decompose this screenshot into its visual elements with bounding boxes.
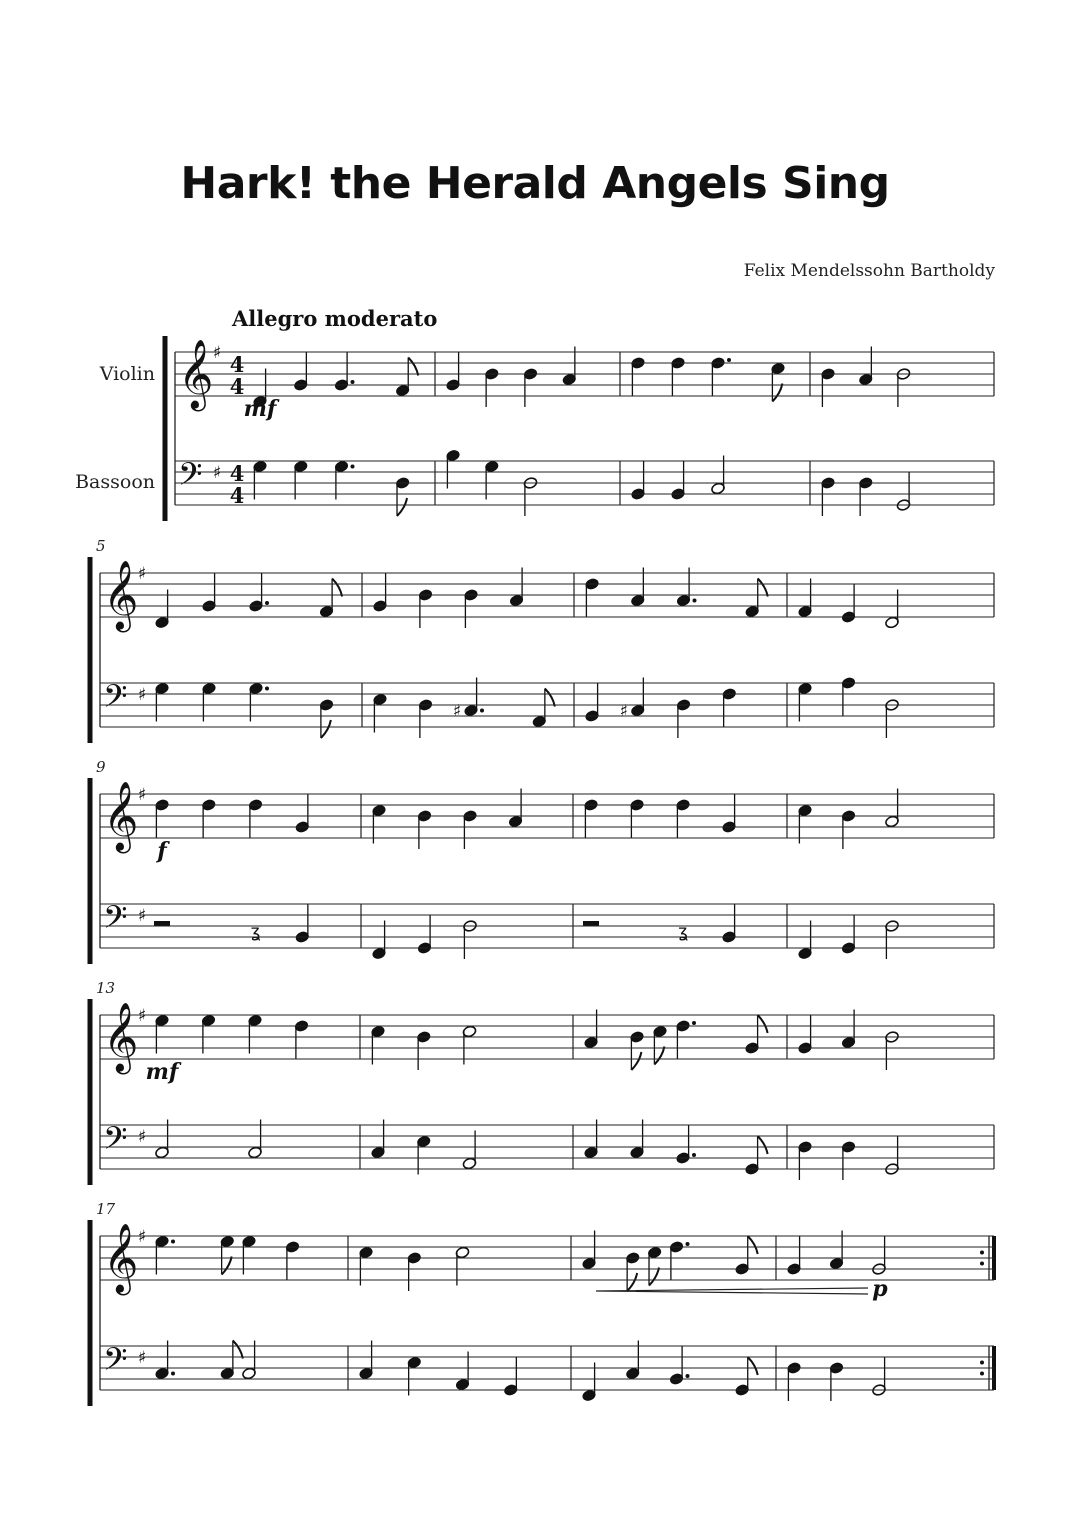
bass-clef-icon: 𝄢 bbox=[103, 1341, 128, 1385]
system-1 bbox=[165, 336, 994, 521]
treble-clef-icon: 𝄞 bbox=[178, 339, 214, 409]
note-flag bbox=[627, 1273, 637, 1291]
dot bbox=[686, 1374, 690, 1378]
dot bbox=[351, 465, 355, 469]
note-flag bbox=[772, 384, 782, 402]
dot bbox=[692, 1153, 696, 1157]
key-sharp: ♯ bbox=[137, 906, 147, 926]
note-flag bbox=[397, 498, 407, 516]
treble-clef-icon: 𝄞 bbox=[103, 1002, 139, 1072]
note-flag bbox=[748, 1236, 758, 1254]
dynamic-marking: f bbox=[157, 838, 167, 864]
instrument-label-violin: Violin bbox=[99, 363, 155, 385]
key-sharp: ♯ bbox=[137, 564, 147, 584]
time-sig-numerator: 4 bbox=[229, 461, 245, 486]
time-sig-numerator: 4 bbox=[229, 352, 245, 377]
note-flag bbox=[654, 1047, 664, 1065]
note-flag bbox=[631, 1052, 641, 1070]
time-sig-denominator: 4 bbox=[229, 483, 245, 508]
key-sharp: ♯ bbox=[137, 1348, 147, 1368]
dot bbox=[727, 358, 731, 362]
dynamic-marking: mf bbox=[145, 1059, 179, 1085]
bass-clef-icon: 𝄢 bbox=[103, 899, 128, 943]
repeat-dot bbox=[980, 1262, 984, 1266]
repeat-dot bbox=[980, 1372, 984, 1376]
note-flag bbox=[748, 1357, 758, 1375]
dot bbox=[686, 1242, 690, 1246]
note-flag bbox=[758, 1015, 768, 1033]
dot bbox=[265, 601, 269, 605]
tempo-marking: Allegro moderato bbox=[232, 306, 438, 331]
composer-name: Felix Mendelssohn Bartholdy bbox=[743, 261, 995, 281]
key-sharp: ♯ bbox=[212, 343, 222, 363]
half-rest bbox=[154, 921, 170, 926]
measure-number: 13 bbox=[96, 979, 116, 997]
measure-number: 17 bbox=[96, 1200, 116, 1218]
dot bbox=[171, 1372, 175, 1376]
note-flag bbox=[649, 1268, 659, 1286]
dot bbox=[692, 1021, 696, 1025]
system-2 bbox=[90, 537, 994, 743]
note-flag bbox=[758, 579, 768, 597]
key-sharp: ♯ bbox=[137, 1227, 147, 1247]
bass-clef-icon: 𝄢 bbox=[103, 1120, 128, 1164]
key-sharp: ♯ bbox=[137, 1006, 147, 1026]
quarter-rest: ʓ bbox=[678, 922, 688, 942]
note-flag bbox=[321, 720, 331, 738]
measure-number: 5 bbox=[96, 537, 106, 555]
bass-clef-icon: 𝄢 bbox=[103, 678, 128, 722]
repeat-dot bbox=[980, 1251, 984, 1255]
key-sharp: ♯ bbox=[137, 785, 147, 805]
treble-clef-icon: 𝄞 bbox=[103, 781, 139, 851]
system-4 bbox=[90, 979, 994, 1185]
instrument-label-bassoon: Bassoon bbox=[75, 471, 155, 493]
key-sharp: ♯ bbox=[137, 685, 147, 705]
score-systems bbox=[90, 336, 994, 1406]
measure-number: 9 bbox=[96, 758, 106, 776]
note-flag bbox=[332, 579, 342, 597]
bass-clef-icon: 𝄢 bbox=[178, 456, 203, 500]
dot bbox=[171, 1240, 175, 1244]
note-flag bbox=[758, 1136, 768, 1154]
dot bbox=[351, 380, 355, 384]
note-flag bbox=[233, 1341, 243, 1359]
treble-clef-icon: 𝄞 bbox=[103, 560, 139, 630]
half-rest bbox=[583, 921, 599, 926]
repeat-dot bbox=[980, 1361, 984, 1365]
decrescendo-hairpin bbox=[596, 1288, 868, 1294]
dot bbox=[693, 599, 697, 603]
time-sig-denominator: 4 bbox=[229, 374, 245, 399]
note-flag bbox=[545, 689, 555, 707]
note-flag bbox=[222, 1257, 232, 1275]
dynamic-marking: mf bbox=[243, 396, 277, 422]
key-sharp: ♯ bbox=[212, 463, 222, 483]
system-3 bbox=[90, 758, 994, 964]
key-sharp: ♯ bbox=[137, 1127, 147, 1147]
dynamic-marking: p bbox=[872, 1276, 888, 1302]
dot bbox=[265, 687, 269, 691]
piece-title: Hark! the Herald Angels Sing bbox=[180, 158, 890, 209]
system-5 bbox=[90, 1200, 994, 1406]
accidental-sharp: ♯ bbox=[452, 701, 462, 722]
quarter-rest: ʓ bbox=[250, 922, 261, 942]
dot bbox=[480, 709, 484, 713]
accidental-sharp: ♯ bbox=[619, 701, 628, 722]
treble-clef-icon: 𝄞 bbox=[103, 1223, 139, 1293]
note-flag bbox=[408, 358, 418, 376]
